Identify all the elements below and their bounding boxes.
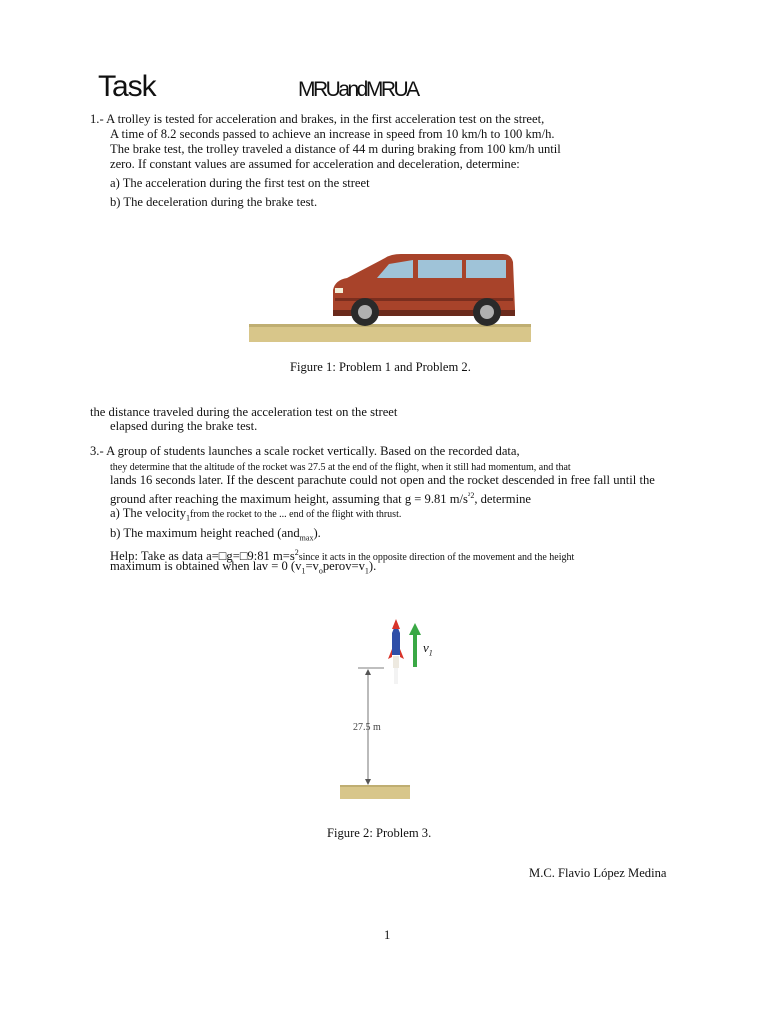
problem3-line2: they determine that the altitude of the rocket was 27.5 at the end of the flight, when it still had momentum, and that xyxy=(110,462,571,473)
figure2-caption: Figure 2: Problem 3. xyxy=(327,826,432,840)
problem3-line3: lands 16 seconds later. If the descent parachute could not open and the rocket descended in free fall until the xyxy=(110,473,655,487)
problem3-item-b: b) The maximum height reached (and$_{max}$). xyxy=(110,526,321,543)
rocket-icon xyxy=(388,619,404,684)
problem3-help-line1: Help: Take as data a=□g=□9:81 $m=s^2since$ it acts in the opposite direction of the movement and the height xyxy=(110,548,575,564)
problem2-line1: the distance traveled during the acceleration test on the street xyxy=(90,405,398,419)
page-subtitle: MRUandMRUA xyxy=(298,78,418,101)
problem3-help-line2: maximum is obtained when lav = 0 $(v_1=v_operov=v_1)$. xyxy=(110,559,377,576)
problem3-item-a: a) The velocity$_1$from the rocket to the ... end of the flight with thrust. xyxy=(110,506,402,523)
rocket-diagram xyxy=(330,615,460,805)
page-title: Task xyxy=(98,70,156,103)
height-label: 27.5 m xyxy=(353,722,381,733)
problem1-item-a: a) The acceleration during the first test on the street xyxy=(110,176,370,190)
ground-block xyxy=(340,785,410,799)
author-signature: M.C. Flavio López Medina xyxy=(529,866,667,880)
figure1-caption: Figure 1: Problem 1 and Problem 2. xyxy=(290,360,471,374)
problem3-line1: 3.- A group of students launches a scale rocket vertically. Based on the recorded data, xyxy=(90,444,520,458)
problem2-line2: elapsed during the brake test. xyxy=(110,419,258,433)
velocity-arrow-icon xyxy=(409,623,421,667)
velocity-label: $v_1$ xyxy=(423,640,433,658)
car-illustration xyxy=(245,220,535,350)
problem1-line4: zero. If constant values are assumed for acceleration and deceleration, determine: xyxy=(110,157,520,171)
page-number: 1 xyxy=(384,928,391,942)
problem3-line4: ground after reaching the maximum height, assuming that g = 9.81 $m/s^{^22}$, determine xyxy=(110,491,531,507)
problem1-line3: The brake test, the trolley traveled a distance of 44 m during braking from 100 km/h until xyxy=(110,142,561,156)
problem1-line2: A time of 8.2 seconds passed to achieve an increase in speed from 10 km/h to 100 km/h. xyxy=(110,127,555,141)
problem1-line1: 1.- A trolley is tested for acceleration and brakes, in the first acceleration test on the street, xyxy=(90,112,545,126)
problem1-item-b: b) The deceleration during the brake test. xyxy=(110,195,318,209)
